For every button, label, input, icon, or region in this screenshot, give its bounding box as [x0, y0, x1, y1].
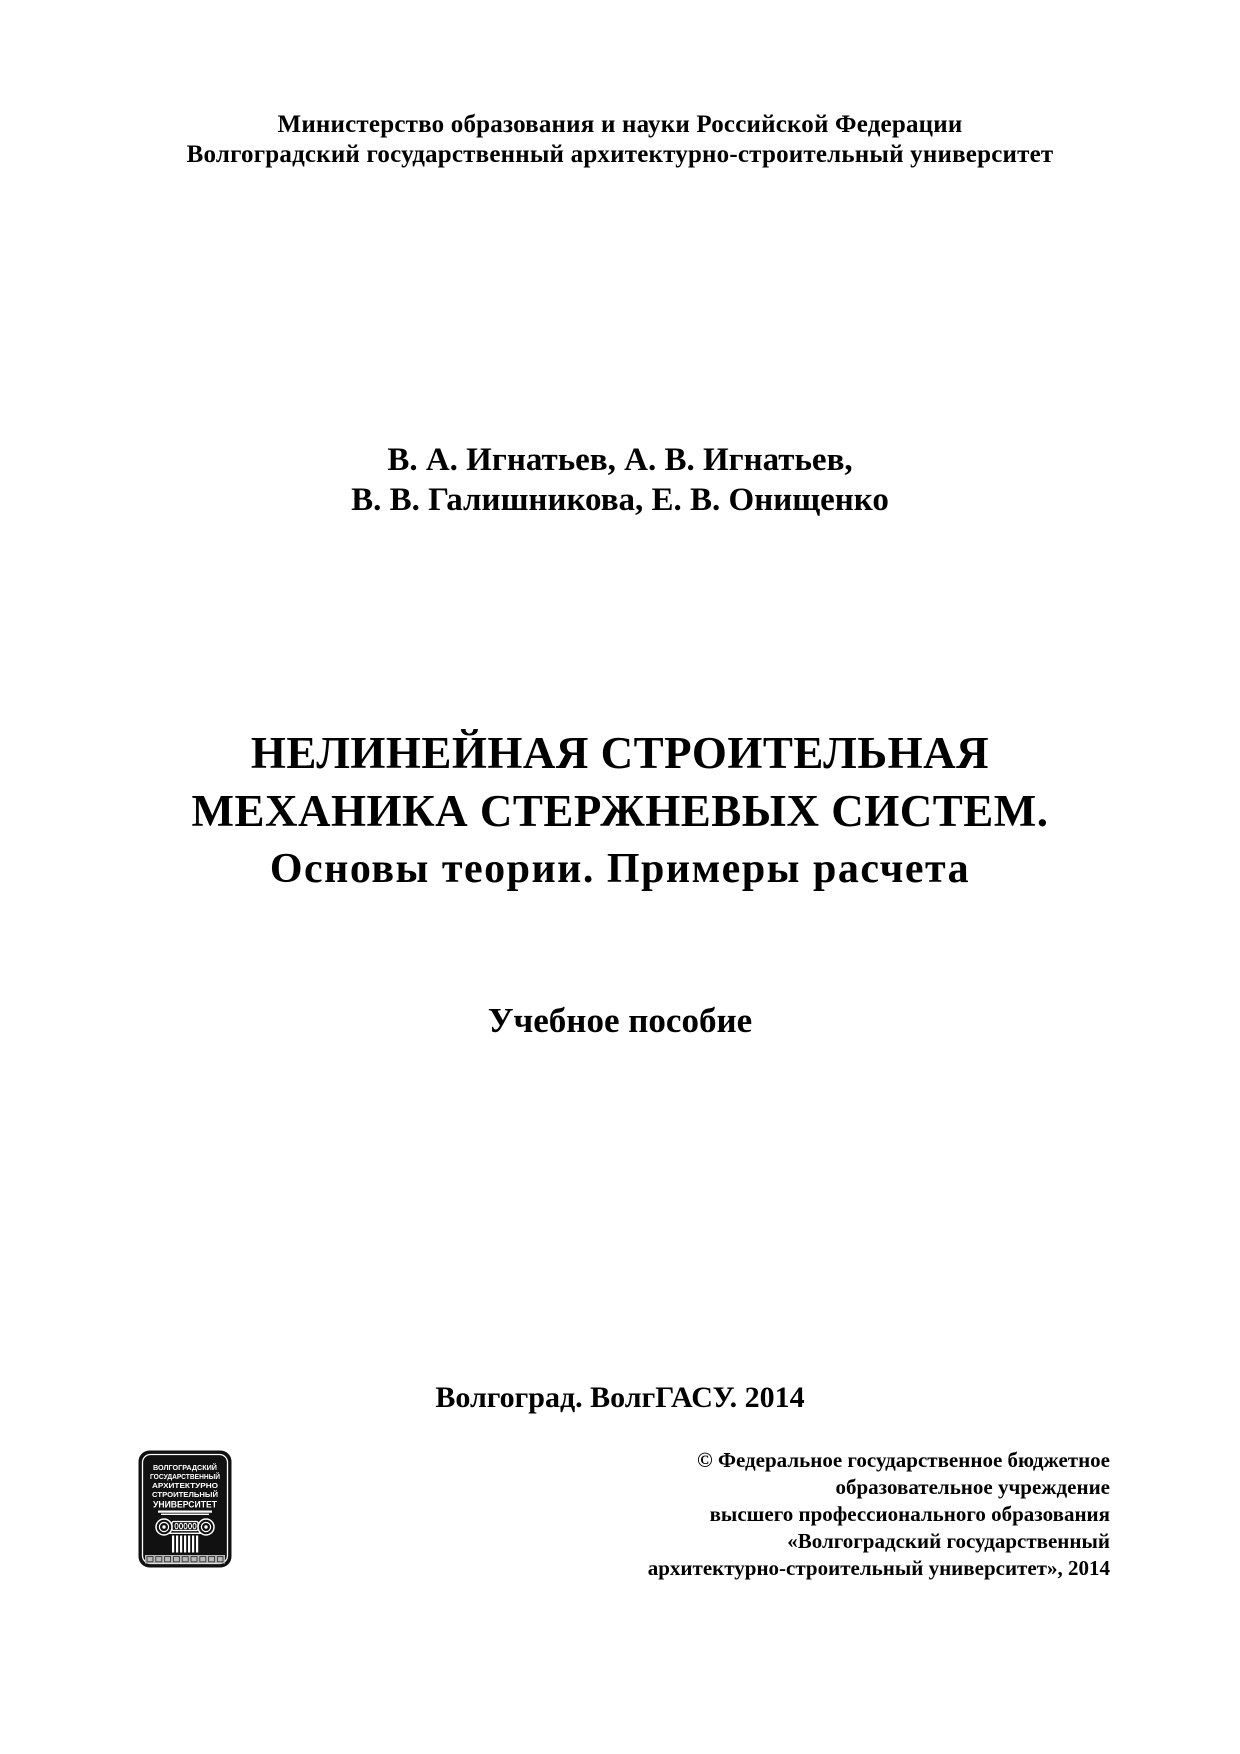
book-title	[0, 724, 1240, 898]
title-line-2: МЕХАНИКА СТЕРЖНЕВЫХ СИСТЕМ.	[191, 786, 1049, 836]
meander-band-icon	[145, 1555, 225, 1564]
authors-line-2: В. В. Галишникова, Е. В. Онищенко	[351, 482, 889, 518]
copyright-line-5: архитектурно-строительный университет», 2014	[647, 1556, 1110, 1580]
ministry-line-2: Волгоградский государственный архитектурно-строительный университет	[186, 141, 1054, 168]
ministry-header	[0, 110, 1240, 170]
university-logo-badge	[138, 1450, 232, 1568]
logo-text-line-2: ГОСУДАРСТВЕННЫЙ	[150, 1472, 220, 1481]
logo-text-line-4: СТРОИТЕЛЬНЫЙ	[152, 1490, 218, 1499]
authors-block	[0, 440, 1240, 520]
title-line-1: НЕЛИНЕЙНАЯ СТРОИТЕЛЬНАЯ	[250, 728, 990, 778]
copyright-line-4: «Волгоградский государственный	[787, 1529, 1110, 1553]
copyright-line-1: © Федеральное государственное бюджетное	[697, 1448, 1110, 1472]
copyright-block	[490, 1447, 1110, 1582]
ministry-line-1: Министерство образования и науки Российской Федерации	[277, 111, 963, 138]
authors-line-1: В. А. Игнатьев, А. В. Игнатьев,	[387, 442, 853, 478]
logo-text-line-3: АРХИТЕКТУРНО	[152, 1481, 219, 1490]
title-line-3: Основы теории. Примеры расчета	[269, 846, 971, 892]
copyright-line-3: высшего профессионального образования	[709, 1502, 1110, 1526]
university-logo	[138, 1450, 232, 1568]
copyright-line-2: образовательное учреждение	[835, 1475, 1110, 1499]
imprint-line: Волгоград. ВолгГАСУ. 2014	[435, 1381, 805, 1414]
edition-label: Учебное пособие	[487, 1001, 753, 1040]
logo-text-line-1: ВОЛГОГРАДСКИЙ	[153, 1463, 217, 1472]
logo-text-line-5: УНИВЕРСИТЕТ	[153, 1499, 218, 1510]
